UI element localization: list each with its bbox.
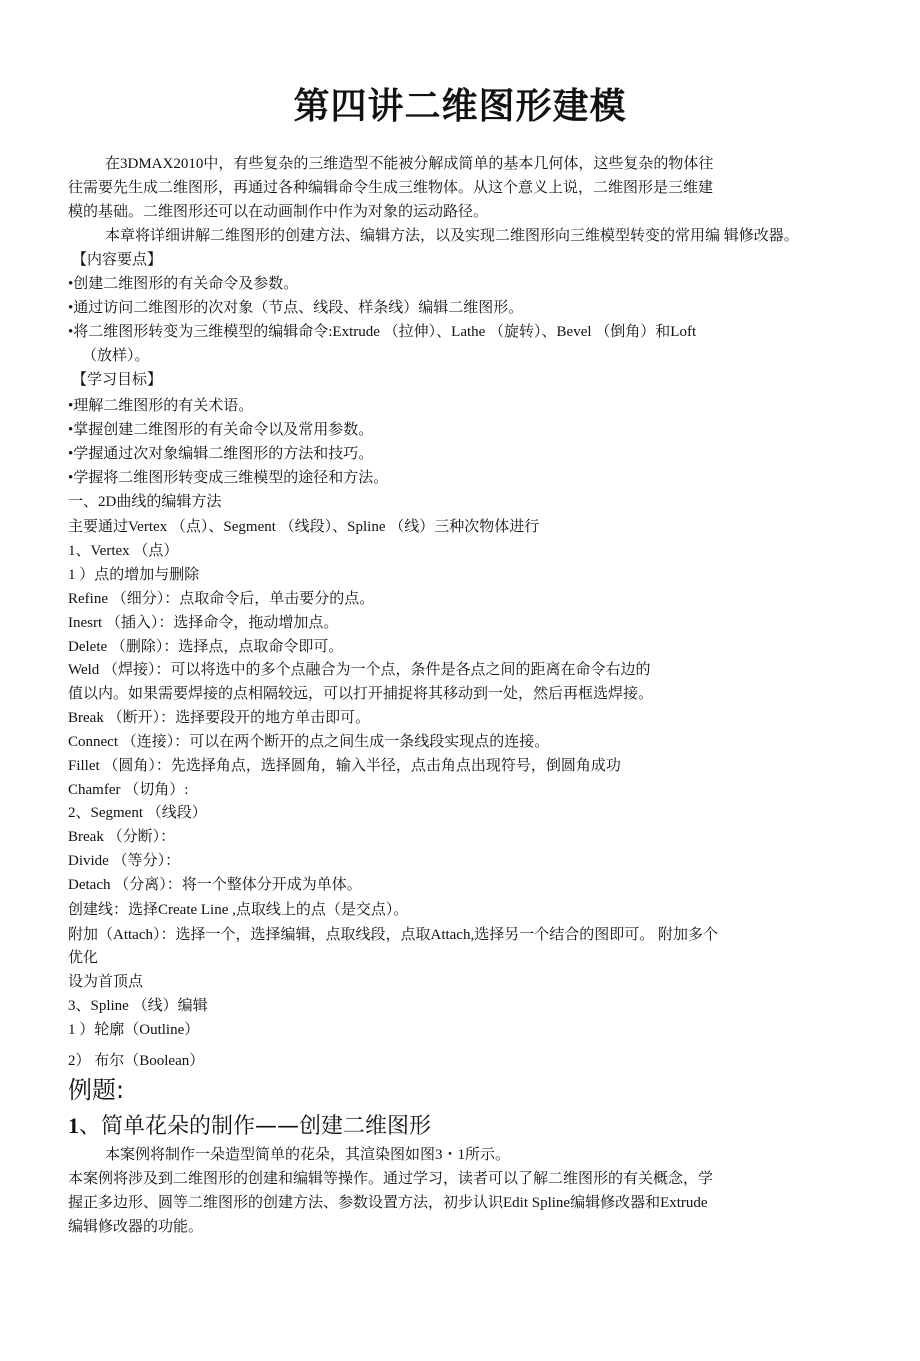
example-heading: 例题:: [68, 1076, 125, 1104]
body-line: Refine （细分）：点取命令后，单击要分的点。: [68, 591, 375, 607]
intro-line: 往需要先生成二维图形，再通过各种编辑命令生成三维物体。从这个意义上说，二维图形是三维建: [68, 180, 714, 196]
example-line: 本案例将制作一朵造型简单的花朵，其渲染图如图3・1所示。: [105, 1147, 511, 1163]
example-title-text: 、简单花朵的制作——创建二维图形: [79, 1114, 432, 1139]
body-line: Break （断开）：选择要段开的地方单击即可。: [68, 710, 371, 726]
body-line: 3、Spline （线）编辑: [68, 998, 208, 1014]
body-line: 主要通过Vertex （点）、Segment （线段）、Spline （线）三种次物体进行: [68, 519, 540, 535]
body-line: 2、Segment （线段）: [68, 805, 207, 821]
section-heading: 【学习目标】: [72, 372, 163, 388]
body-line: Delete （删除）：选择点，点取命令即可。: [68, 639, 344, 655]
body-line: Weld （焊接）：可以将选中的多个点融合为一个点，条件是各点之间的距离在命令右边的: [68, 662, 651, 678]
example-line: 本案例将涉及到二维图形的创建和编辑等操作。通过学习，读者可以了解二维图形的有关概念，学: [68, 1171, 714, 1187]
list-item: •将二维图形转变为三维模型的编辑命令:Extrude （拉伸）、Lathe （旋转）、Bevel （倒角）和Loft: [68, 324, 697, 340]
body-line: Inesrt （插入）：选择命令，拖动增加点。: [68, 615, 339, 631]
example-line: 编辑修改器的功能。: [68, 1219, 204, 1235]
body-line: 创建线：选择Create Line ,点取线上的点（是交点）。: [68, 902, 409, 918]
list-item: •通过访问二维图形的次对象（节点、线段、样条线）编辑二维图形。: [68, 300, 524, 316]
list-item: •理解二维图形的有关术语。: [68, 398, 254, 414]
body-line: Connect （连接）：可以在两个断开的点之间生成一条线段实现点的连接。: [68, 734, 550, 750]
body-line: Divide （等分）：: [68, 853, 181, 869]
body-line: 1 ）点的增加与删除: [68, 567, 200, 583]
section-heading: 【内容要点】: [72, 252, 163, 268]
body-line: 1 ）轮廓（Outline）: [68, 1022, 200, 1038]
list-item: •学握通过次对象编辑二维图形的方法和技巧。: [68, 446, 374, 462]
intro-line: 在3DMAX2010中，有些复杂的三维造型不能被分解成简单的基本几何体，这些复杂的物体往: [105, 156, 714, 172]
list-item: •创建二维图形的有关命令及参数。: [68, 276, 299, 292]
body-line: 一、2D曲线的编辑方法: [68, 494, 222, 510]
intro-line: 模的基础。二维图形还可以在动画制作中作为对象的运动路径。: [68, 204, 489, 220]
body-line: Break （分断）：: [68, 829, 176, 845]
list-item: （放样）。: [82, 348, 150, 364]
example-title: [68, 1112, 431, 1141]
body-line: 1、Vertex （点）: [68, 543, 179, 559]
example-number: 1: [68, 1113, 79, 1138]
body-line: 2） 布尔（Boolean）: [68, 1053, 205, 1069]
body-line: 优化: [68, 950, 99, 966]
page-title: 第四讲二维图形建模: [293, 86, 627, 127]
body-line: 设为首顶点: [68, 974, 144, 990]
list-item: •学握将二维图形转变成三维模型的途径和方法。: [68, 470, 389, 486]
body-line: 值以内。如果需要焊接的点相隔较远，可以打开捕捉将其移动到一处，然后再框选焊接。: [68, 686, 654, 702]
list-item: •掌握创建二维图形的有关命令以及常用参数。: [68, 422, 374, 438]
example-line: 握正多边形、圆等二维图形的创建方法、参数设置方法，初步认识Edit Spline编辑修改器和Extrude: [68, 1195, 708, 1211]
body-line: Chamfer （切角）:: [68, 782, 189, 798]
body-line: 附加（Attach）：选择一个，选择编辑，点取线段，点取Attach,选择另一个结合的图即可。 附加多个: [68, 927, 718, 943]
body-line: Fillet （圆角）：先选择角点，选择圆角，输入半径，点击角点出现符号，倒圆角成功: [68, 758, 621, 774]
body-line: Detach （分离）：将一个整体分开成为单体。: [68, 877, 362, 893]
intro-line: 本章将详细讲解二维图形的创建方法、编辑方法，以及实现二维图形向三维模型转变的常用编 辑修改器。: [105, 228, 799, 244]
